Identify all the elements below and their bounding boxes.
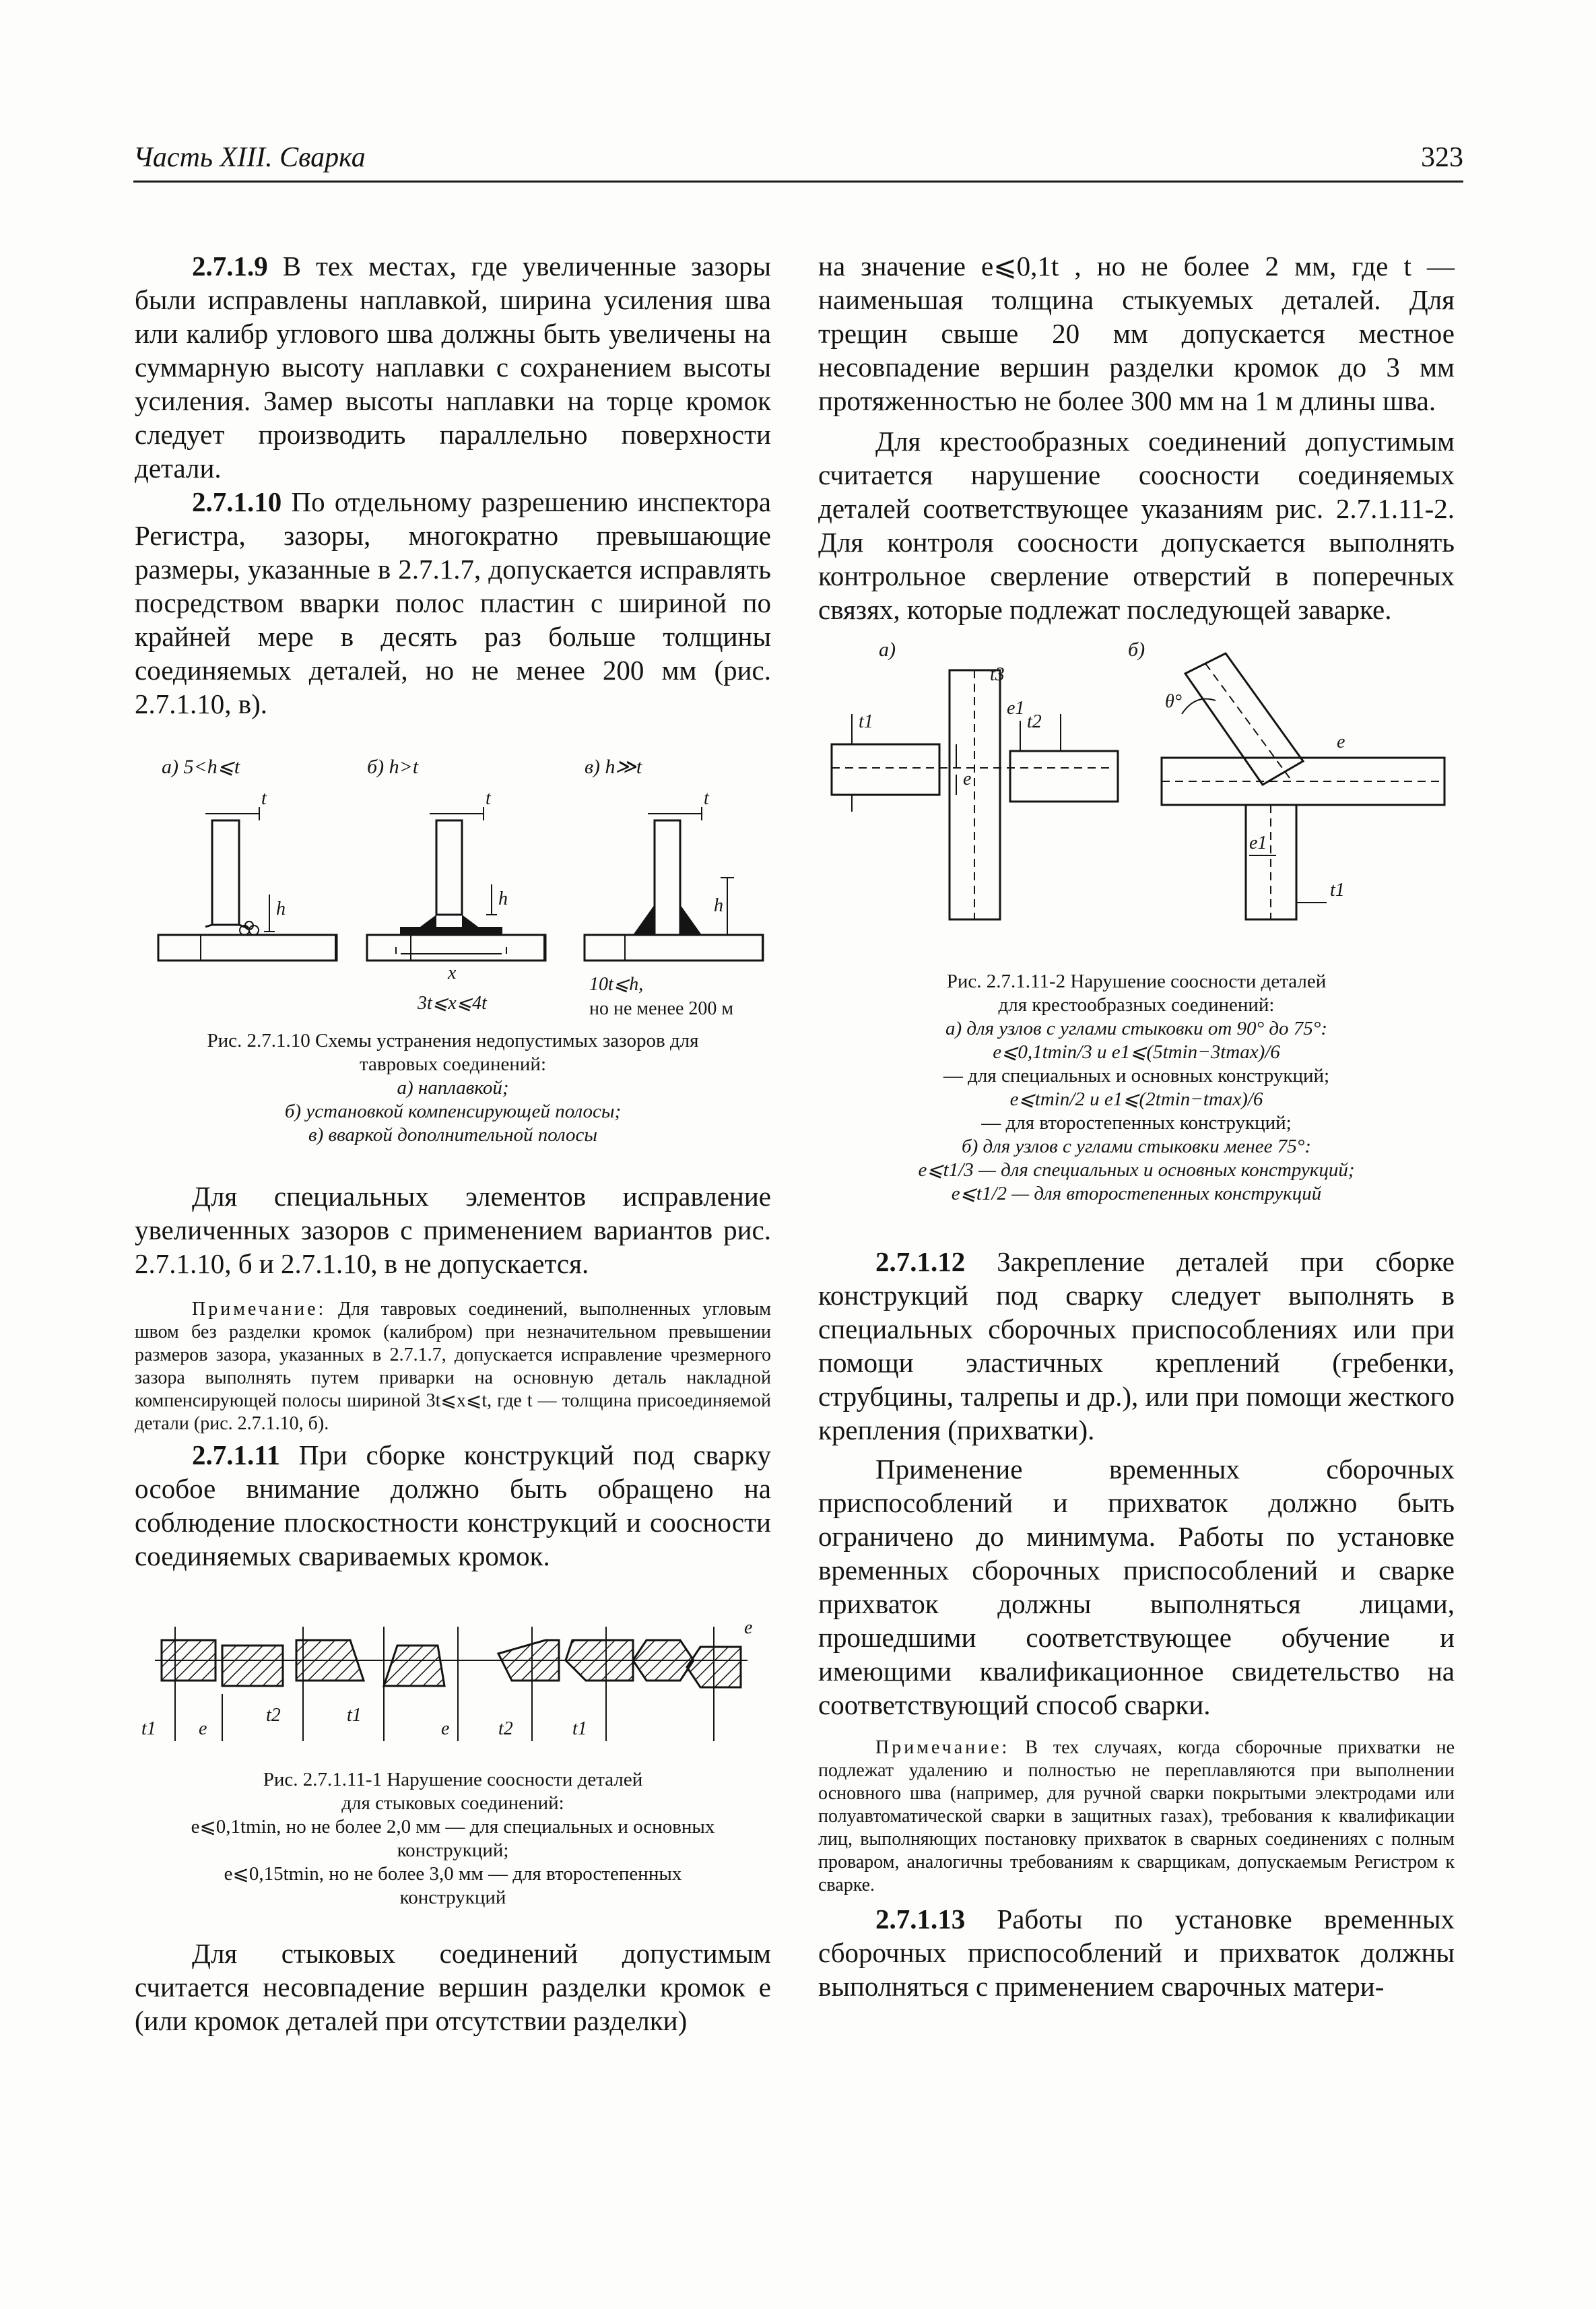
caption-line: для стыковых соединений: <box>341 1792 564 1814</box>
dim-t2: t2 <box>1027 711 1042 732</box>
clause-number: 2.7.1.9 <box>192 251 268 282</box>
dim-t3: t3 <box>990 664 1005 685</box>
page-number: 323 <box>1421 142 1463 173</box>
para-2-7-1-13: 2.7.1.13 Работы по установке временных сборочных приспособлений и прихваток должны выполняться с применением сварочных матери- <box>818 1904 1455 2002</box>
dim-t1: t1 <box>859 711 873 732</box>
caption-line: в) вваркой дополнительной полосы <box>308 1124 598 1146</box>
caption-line: Рис. 2.7.1.10 Схемы устранения недопустимых зазоров для <box>207 1030 699 1051</box>
clause-number: 2.7.1.13 <box>875 1904 966 1934</box>
dim-e: e <box>963 769 972 789</box>
para-continued: на значение e⩽0,1t , но не более 2 мм, где t — наименьшая толщина стыкуемых деталей. Для трещин свыше 20 мм допускается местное несовпадение вершин разделки кромок до 3 мм протяженностью не более 300 мм на 1 м длины шва. <box>818 251 1455 416</box>
figure-2-7-1-11-2 <box>818 633 1455 943</box>
dim-t2: t2 <box>266 1705 281 1726</box>
caption-line: Рис. 2.7.1.11-2 Нарушение соосности деталей <box>946 971 1327 992</box>
left-column <box>135 249 771 2038</box>
note-label: Примечание: <box>192 1299 327 1320</box>
dim-e: e <box>441 1718 450 1739</box>
para-2-7-1-11: 2.7.1.11 При сборке конструкций под сварку особое внимание должно быть обращено на соблюдение плоскостности конструкций и соосности соединяемых свариваемых кромок. <box>135 1439 771 1571</box>
fig-label-a: а) <box>879 639 896 661</box>
caption-2-7-1-11-2 <box>818 970 1455 1206</box>
caption-line: б) для узлов с углами стыковки менее 75°: <box>962 1136 1311 1157</box>
para-2-7-1-9: 2.7.1.9 В тех местах, где увеличенные зазоры были исправлены наплавкой, ширина усиления шва или калибр углового шва должны быть увеличены на суммарную высоту наплавки с сохранением высоты усиления. Замер высоты наплавки на торце кромок следует производить параллельно поверхности детали. <box>135 251 771 484</box>
page-header <box>133 133 1463 183</box>
fig-label-b: б) h>t <box>367 756 419 778</box>
clause-number: 2.7.1.11 <box>192 1439 280 1470</box>
dim-h-c: h <box>714 895 723 916</box>
caption-line: тавровых соединений: <box>359 1053 546 1075</box>
caption-line: Рис. 2.7.1.11-1 Нарушение соосности деталей <box>263 1769 643 1790</box>
caption-line: e⩽tmin/2 и e1⩽(2tmin−tmax)/6 <box>1009 1088 1263 1110</box>
running-title: Часть XIII. Сварка <box>133 142 366 173</box>
para-temporary-fixtures: Применение временных сборочных приспособлений и прихваток должно быть ограничено до минимума. Работы по установке временных сборочных приспособлений и сварке прихваток должны выполняться лицами, прошедшими соответствующее обучение и имеющими квалификационное свидетельство на соответствующий способ сварки. <box>818 1454 1455 1720</box>
caption-line: для крестообразных соединений: <box>998 994 1275 1016</box>
note-b: 3t⩽x⩽4t <box>418 993 487 1014</box>
para-2-7-1-10: 2.7.1.10 По отдельному разрешению инспектора Регистра, зазоры, многократно превышающие размеры, указанные в 2.7.1.7, допускается исправлять посредством вварки полос пластин с шириной по крайней мере в десять раз больше толщины соединяемых деталей, но не менее 200 мм (рис. 2.7.1.10, в). <box>135 486 771 719</box>
note-1: Примечание: Для тавровых соединений, выполненных угловым швом без разделки кромок (калибром) при незначительном превышении размеров зазора, указанных в 2.7.1.7, допускается исправление чрезмерного зазора выполнять путем приварки на основную деталь накладной компенсирующей полосы шириной 3t⩽x⩽t, где t — толщина присоединяемой детали (рис. 2.7.1.10, б). <box>135 1299 771 1434</box>
dim-e1: e1 <box>1249 833 1267 853</box>
caption-line: — для специальных и основных конструкций; <box>943 1065 1330 1086</box>
dim-t1: t1 <box>141 1718 156 1739</box>
caption-line: — для второстепенных конструкций; <box>981 1112 1292 1134</box>
caption-line: e⩽0,1tmin, но не более 2,0 мм — для специальных и основных <box>191 1816 715 1838</box>
dim-x-b: x <box>448 963 457 983</box>
caption-line: конструкций; <box>397 1840 509 1861</box>
dim-t1: t1 <box>572 1718 587 1739</box>
note-v1: 10t⩽h, <box>589 974 644 995</box>
caption-line: а) наплавкой; <box>397 1077 509 1099</box>
fig-label-b: б) <box>1128 639 1145 661</box>
dim-t1: t1 <box>1330 880 1345 901</box>
caption-line: конструкций <box>399 1887 506 1908</box>
dim-t-c: t <box>704 788 709 809</box>
para-special-elements: Для специальных элементов исправление увеличенных зазоров с применением вариантов рис. 2.7.1.10, б и 2.7.1.10, в не допускается. <box>135 1181 771 1279</box>
clause-number: 2.7.1.12 <box>875 1246 966 1277</box>
fig-label-v: в) h≫t <box>585 756 642 778</box>
note-v2: но не менее 200 м <box>589 998 734 1019</box>
figure-2-7-1-11-1 <box>135 1613 771 1748</box>
caption-line: а) для узлов с углами стыковки от 90° до 75°: <box>945 1018 1328 1039</box>
figure-2-7-1-10 <box>135 740 771 1022</box>
note-label: Примечание: <box>875 1737 1010 1758</box>
dim-t-b: t <box>486 788 491 809</box>
clause-number: 2.7.1.10 <box>192 486 282 517</box>
dim-e: e <box>199 1718 207 1739</box>
dim-t1: t1 <box>347 1705 362 1726</box>
right-column <box>818 249 1455 2003</box>
dim-t2: t2 <box>498 1718 513 1739</box>
caption-line: б) установкой компенсирующей полосы; <box>284 1101 622 1122</box>
caption-line: e⩽t1/3 — для специальных и основных конструкций; <box>918 1159 1355 1181</box>
dim-e1: e1 <box>1007 698 1025 719</box>
para-2-7-1-12: 2.7.1.12 Закрепление деталей при сборке конструкций под сварку следует выполнять в специальных сборочных приспособлениях или при помощи эластичных креплений (гребенки, струбцины, талрепы и др.), или при помощи жесткого крепления (прихватки). <box>818 1246 1455 1445</box>
caption-line: e⩽t1/2 — для второстепенных конструкций <box>951 1183 1322 1204</box>
angle-theta: θ° <box>1165 691 1182 712</box>
caption-2-7-1-10 <box>135 1029 771 1147</box>
fig-label-a: а) 5<h⩽t <box>162 756 240 778</box>
dim-e: e <box>744 1617 753 1638</box>
para-butt-joints: Для стыковых соединений допустимым считается несовпадение вершин разделки кромок e (или кромок деталей при отсутствии разделки) <box>135 1938 771 2036</box>
dim-h-b: h <box>498 888 508 909</box>
caption-line: e⩽0,1tmin/3 и e1⩽(5tmin−3tmax)/6 <box>993 1041 1280 1063</box>
dim-h-a: h <box>276 899 286 919</box>
dim-e: e <box>1337 731 1345 752</box>
dim-t-a: t <box>261 788 267 809</box>
para-cross-joints: Для крестообразных соединений допустимым считается нарушение соосности соединяемых деталей соответствующее указаниям рис. 2.7.1.11-2. Для контроля соосности допускается выполнять контрольное сверление отверстий в поперечных связях, которые подлежат последующей заварке. <box>818 426 1455 625</box>
note-2: Примечание: В тех случаях, когда сборочные прихватки не подлежат удалению и полностью не переплавляются при выполнении основного шва (например, для ручной сварки покрытыми электродами или полуавтоматической сварки в защитных газах), требования к квалификации лиц, выполняющих постановку прихваток в сварных соединениях с полным проваром, аналогичны требованиям к сварщикам, допускаемым Регистром к сварке. <box>818 1737 1455 1895</box>
caption-line: e⩽0,15tmin, но не более 3,0 мм — для второстепенных <box>224 1863 682 1885</box>
caption-2-7-1-11-1 <box>135 1768 771 1910</box>
